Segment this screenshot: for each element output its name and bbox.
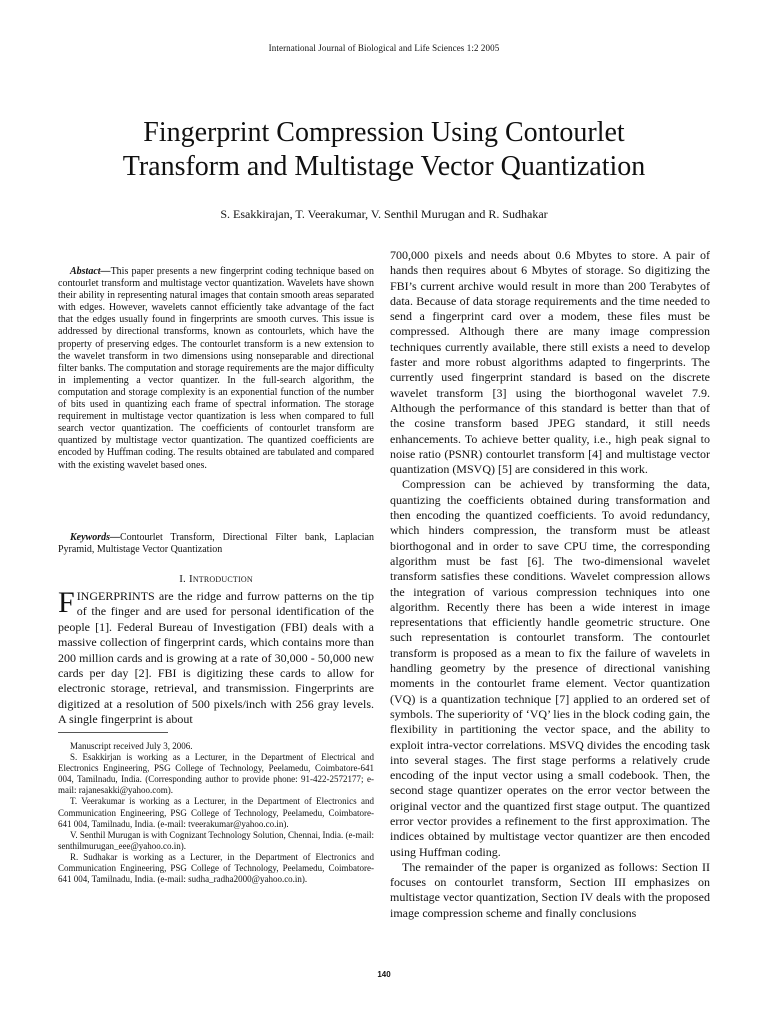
footnote-item: S. Esakkirjan is working as a Lecturer, in the Department of Electrical and Electronics Engineering, PSG College of Technology, Peelamedu, Coimbatore-641 004, Tamilnadu, India. (Corresponding author to provide phone: 91-422-2572177; e-mail: rajanesakki@yahoo.com). (58, 752, 374, 796)
section-title: Introduction (188, 573, 253, 585)
keywords-text: Contourlet Transform, Directional Filter bank, Laplacian Pyramid, Multistage Vector Quantization (58, 532, 374, 556)
page-number: 140 (377, 970, 391, 979)
footnote-divider (58, 732, 168, 733)
footnotes (58, 741, 374, 885)
keywords-label: Keywords— (70, 532, 120, 543)
keywords (58, 532, 374, 556)
body-paragraph: 700,000 pixels and needs about 0.6 Mbytes to store. A pair of hands then requires about 6 Mbytes of storage. So digitizing the FBI’s current archive would result in more than 200 Terabytes of data. Because of data storage requirements and the time needed to send a fingerprint card over a modem, these files must be compressed. Although there are many image compression techniques currently available, there still exists a need to develop faster and more robust algorithms adapted to fingerprints. The currently used fingerprint standard is based on the discrete wavelet transform [3] using the biorthogonal wavelet 7.9. Although the performance of this standard is better than that of the cosine transform based JPEG standard, it still needs enhancements. To achieve better quality, i.e., high peak signal to noise ratio (PSNR) contourlet transform [4] and multistage vector quantization (MSVQ) [5] are considered in this work. (390, 248, 710, 477)
footnote-item: R. Sudhakar is working as a Lecturer, in the Department of Electronics and Communication Engineering, PSG College of Technology, Peelamedu, Coimbatore-641 004, Tamilnadu, India. (e-mail: sudha_radha2000@yahoo.co.in). (58, 851, 374, 885)
introduction-text (58, 586, 374, 728)
footnote-item: V. Senthil Murugan is with Cognizant Technology Solution, Chennai, India. (e-mail: senthilmurugan_eee@yahoo.co.in). (58, 829, 375, 851)
abstract (58, 266, 374, 472)
introduction-paragraph: INGERPRINTS are the ridge and furrow patterns on the tip of the finger and are used for personal identification of the people [1]. Federal Bureau of Investigation (FBI) deals with a massive collection of fingerprint cards, which contains more than 200 million cards and is growing at a rate of 30,000 - 50,000 new cards per day [2]. FBI is digitizing these cards to allow for electronic storage, retrieval, and transmission. Fingerprints are digitized at a resolution of 500 pixels/inch with 256 gray levels. A single fingerprint is about (58, 589, 374, 727)
right-column-text (390, 248, 710, 921)
body-paragraph: The remainder of the paper is organized as follows: Section II focuses on contourlet transform, Section III emphasizes on multistage vector quantization, Section IV deals with the proposed image compression scheme and finally conclusions (390, 859, 710, 920)
body-paragraph: Compression can be achieved by transforming the data, quantizing the coefficients obtained during transformation and then encoding the quantized coefficients. To avoid redundancy, which hinders compression, the transform must be atleast biorthogonal and in order to save CPU time, the corresponding algorithm must be fast [6]. The two-dimensional wavelet transform satisfies these conditions. Wavelet compression allows the integration of various compression techniques into one algorithm. Recently there has been a wide interest in image representations that efficiently handle geometric structure. One such representation is contourlet transform. The contourlet transform is proposed as a mean to fix the failure of wavelets in handling geometry by the presence of directional vanishing moments in the contourlet frame element. Vector quantization (VQ) is a quantization technique [7] applied to an ordered set of symbols. The superiority of ‘VQ’ lies in the block coding gain, the flexibility in partitioning the vector space, and the ability to exploit intra-vector correlations. MSVQ divides the encoding task into several stages. The first stage performs a relatively crude encoding of the input vector using a small codebook. Then, the second stage quantizer operates on the error vector between the original vector and the quantized first stage output. The quantized error vector provides a refinement to the first approximation. The indices obtained by multistage vector quantizer are then encoded using Huffman coding. (390, 477, 710, 859)
author-list: S. Esakkirajan, T. Veerakumar, V. Senthil Murugan and R. Sudhakar (220, 207, 548, 221)
title-line-2: Transform and Multistage Vector Quantization (122, 151, 646, 182)
paper-title (40, 116, 728, 184)
section-number: I. (179, 573, 187, 585)
title-line-1: Fingerprint Compression Using Contourlet (143, 117, 625, 148)
footnote-item: Manuscript received July 3, 2006. (70, 741, 193, 751)
journal-header: International Journal of Biological and Life Sciences 1:2 2005 (268, 43, 500, 53)
abstract-label: Abstact— (70, 266, 111, 277)
section-heading-introduction (58, 573, 374, 585)
abstract-text: This paper presents a new fingerprint coding technique based on contourlet transform and multistage vector quantization. Wavelets have shown their ability in representing natural images that contain smooth areas separated with edges. However, wavelets cannot efficiently take advantage of the fact that the edges usually found in fingerprints are smooth curves. This issue is addressed by directional transforms, known as contourlets, which have the property of preserving edges. The contourlet transform is a new extension to the wavelet transform in two dimensions using nonseparable and directional filter banks. The computation and storage requirements are the major difficulty in implementing a vector quantizer. In the full-search algorithm, the computation and storage complexity is an exponential function of the number of bits used in quantizing each frame of spectral information. The storage requirement in multistage vector quantization is less when compared to full search vector quantization. The coefficients of contourlet transform are quantized by multistage vector quantization. The quantized coefficients are encoded by Huffman coding. The results obtained are tabulated and compared with the existing wavelet based ones. (58, 266, 374, 471)
drop-cap: F (58, 586, 75, 619)
footnote-item: T. Veerakumar is working as a Lecturer, in the Department of Electronics and Communication Engineering, PSG College of Technology, Peelamedu, Coimbatore-641 004, Tamilnadu, India. (e-mail: tveerakumar@yahoo.co.in). (58, 796, 374, 829)
